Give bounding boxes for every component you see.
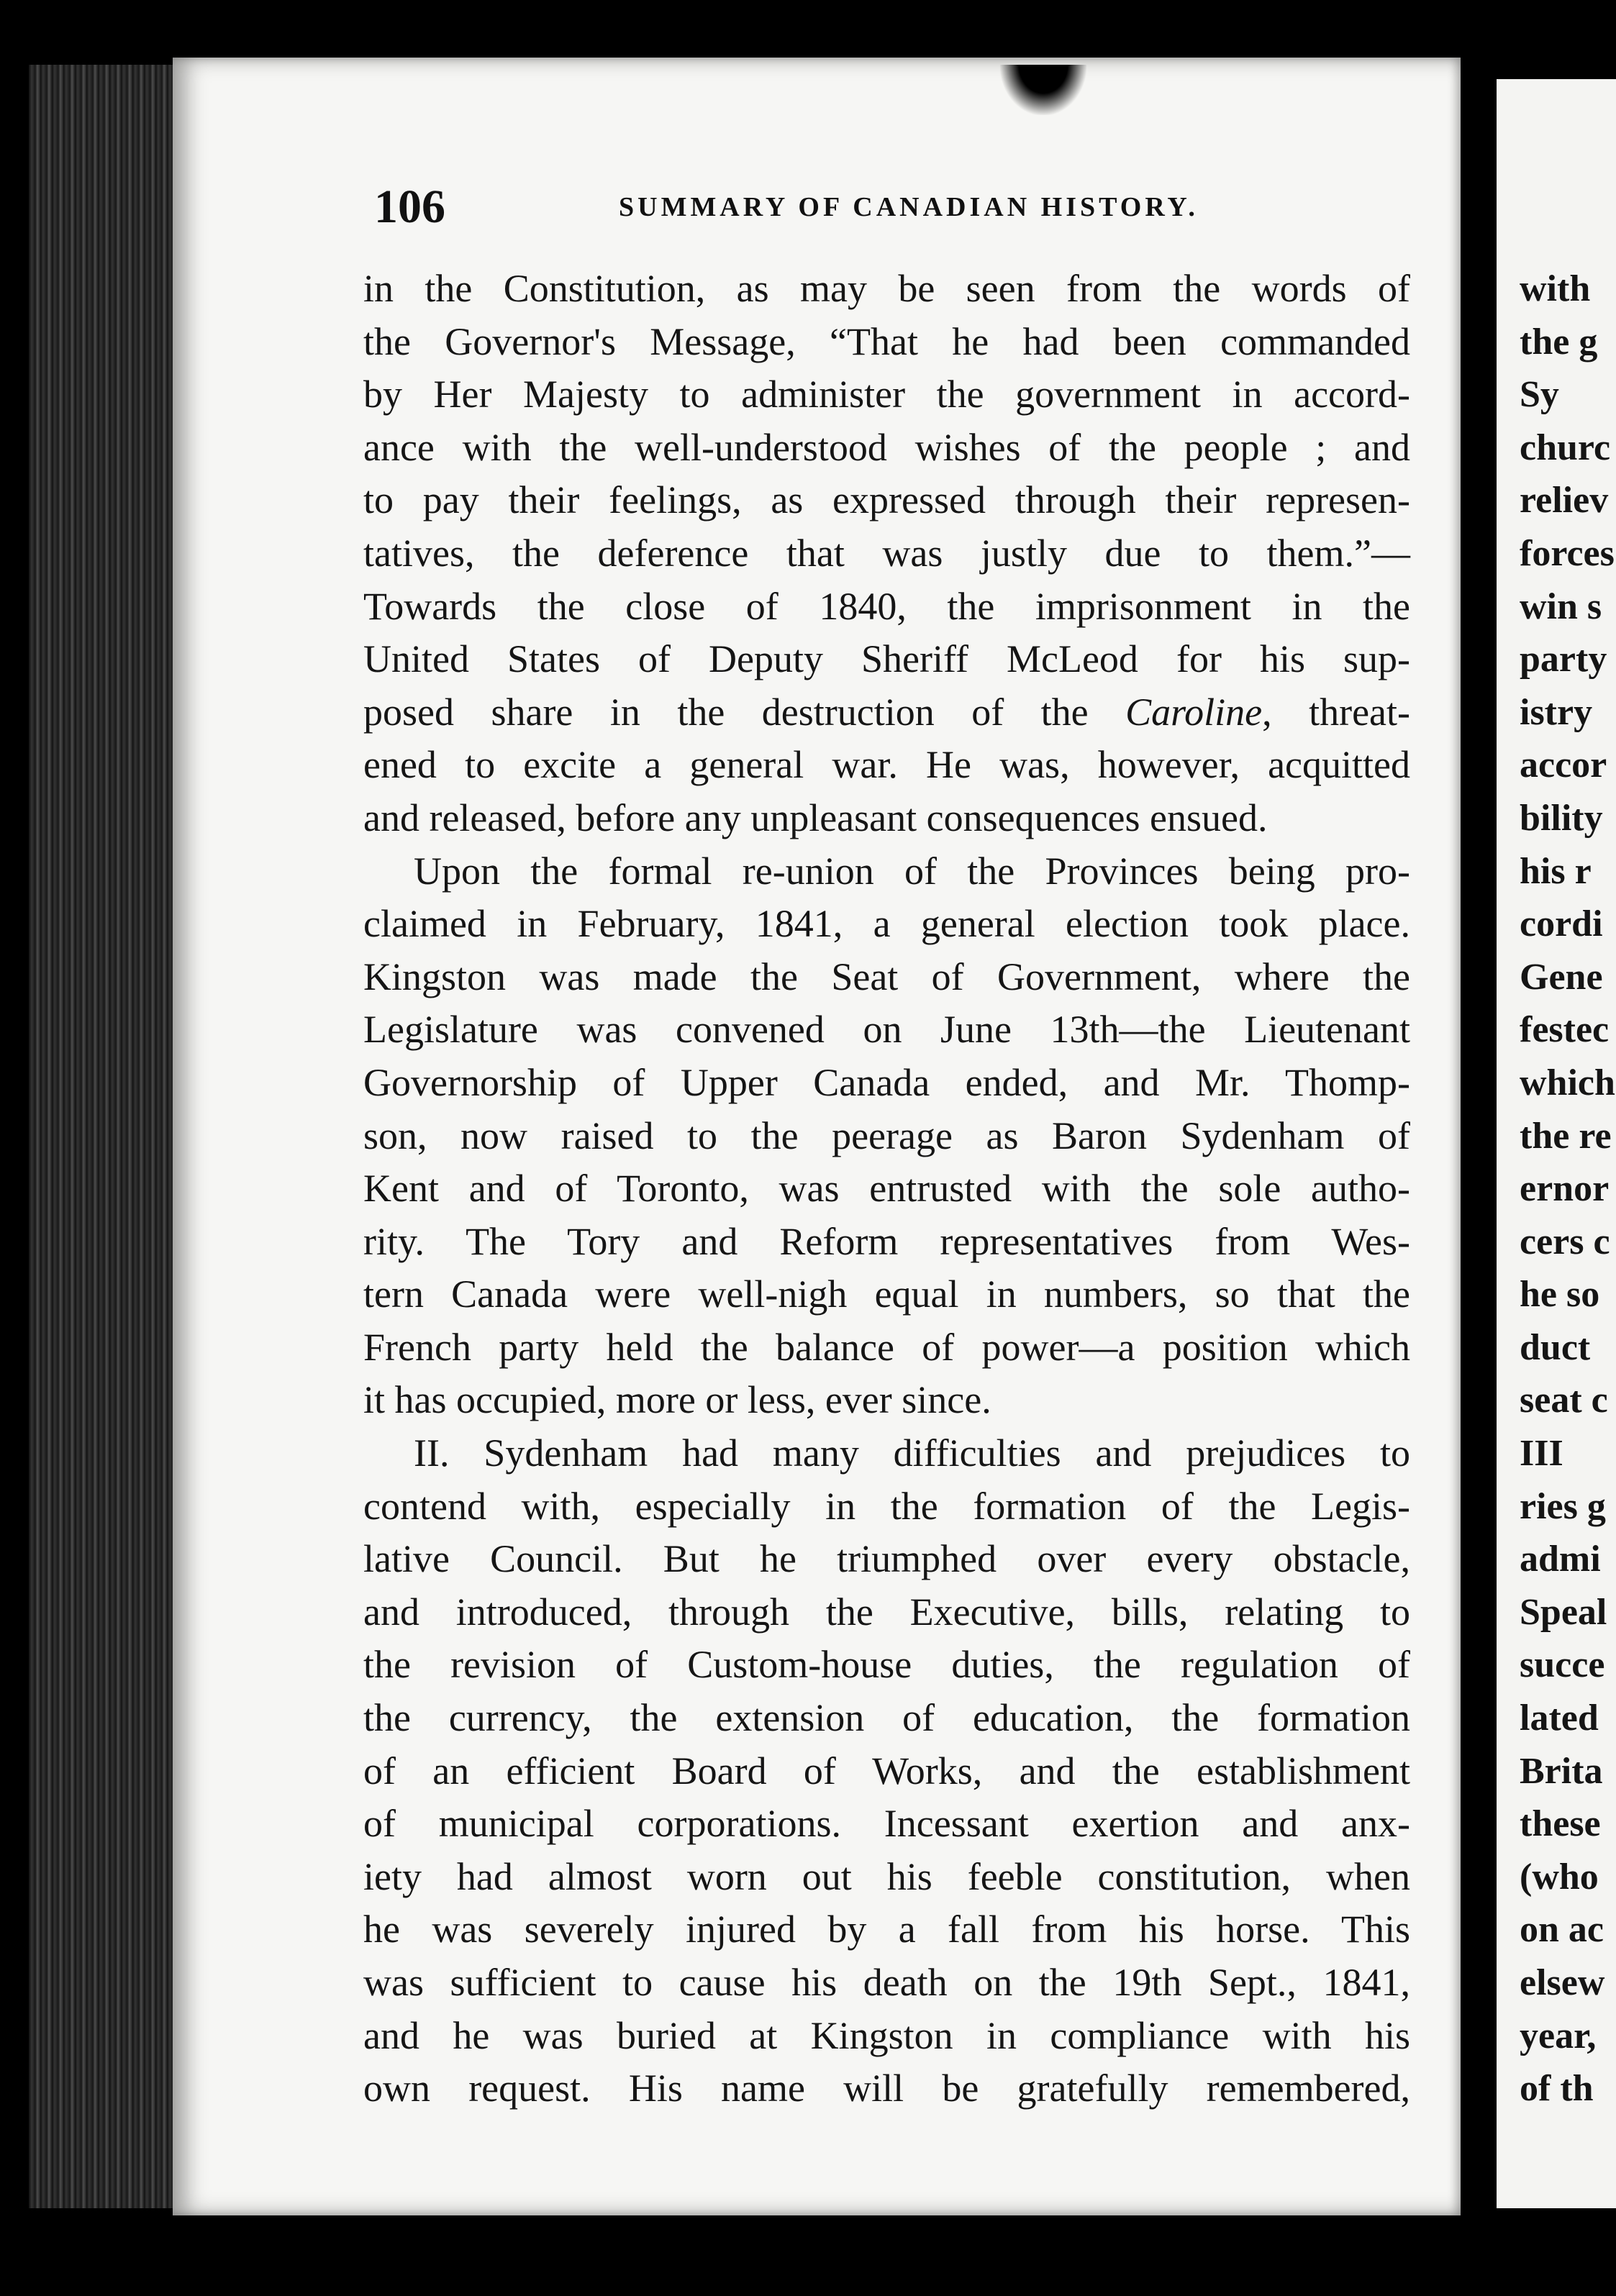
page-number: 106 bbox=[374, 181, 445, 233]
text-line: contend with, especially in the formation of the Legis- bbox=[363, 1484, 1410, 1528]
facing-line: (who bbox=[1520, 1856, 1599, 1898]
text-line: the currency, the extension of education, the formation bbox=[363, 1696, 1410, 1740]
facing-line: festec bbox=[1520, 1009, 1610, 1051]
text-line: United States of Deputy Sheriff McLeod for his sup- bbox=[363, 637, 1410, 681]
ship-name-italic: Caroline bbox=[1125, 690, 1263, 734]
facing-line: duct bbox=[1520, 1326, 1591, 1368]
facing-line: forces bbox=[1520, 532, 1615, 574]
facing-line: accor bbox=[1520, 744, 1607, 786]
text-line: tern Canada were well-nigh equal in numbers, so that the bbox=[363, 1272, 1410, 1316]
text-line: Legislature was convened on June 13th—the Lieutenant bbox=[363, 1008, 1410, 1052]
text-line: tatives, the deference that was justly due to them.”— bbox=[363, 531, 1410, 575]
text-line: and introduced, through the Executive, bills, relating to bbox=[363, 1590, 1410, 1634]
text-line: and he was buried at Kingston in compliance with his bbox=[363, 2013, 1410, 2057]
text-line: iety had almost worn out his feeble constitution, when bbox=[363, 1854, 1410, 1898]
text-line: rity. The Tory and Reform representatives from Wes- bbox=[363, 1219, 1410, 1263]
text-line: claimed in February, 1841, a general election took place. bbox=[363, 902, 1410, 946]
text-line: French party held the balance of power—a position which bbox=[363, 1325, 1410, 1369]
text-line: Kent and of Toronto, was entrusted with the sole autho- bbox=[363, 1167, 1410, 1211]
text-line: to pay their feelings, as expressed through their represen- bbox=[363, 478, 1410, 522]
text-line: son, now raised to the peerage as Baron Sydenham of bbox=[363, 1113, 1410, 1157]
text-line: by Her Majesty to administer the government in accord- bbox=[363, 373, 1410, 416]
book-page-edges bbox=[29, 65, 180, 2208]
facing-line: win s bbox=[1520, 586, 1602, 627]
facing-line: III bbox=[1520, 1433, 1563, 1475]
text-line: the Governor's Message, “That he had been commanded bbox=[363, 319, 1410, 363]
facing-line: lated bbox=[1520, 1698, 1599, 1739]
text-line: Upon the formal re-union of the Provinces being pro- bbox=[414, 849, 1410, 893]
facing-line: ernor bbox=[1520, 1168, 1610, 1210]
text-line: lative Council. But he triumphed over every obstacle, bbox=[363, 1537, 1410, 1581]
facing-line: Gene bbox=[1520, 956, 1603, 998]
facing-line: which bbox=[1520, 1062, 1615, 1103]
text-line: it has occupied, more or less, ever since. bbox=[363, 1378, 991, 1422]
page-header bbox=[374, 180, 1410, 237]
facing-line: seat c bbox=[1520, 1380, 1608, 1421]
facing-line: bility bbox=[1520, 797, 1603, 839]
facing-line: the g bbox=[1520, 321, 1598, 363]
facing-line: istry bbox=[1520, 691, 1593, 733]
text-line: in the Constitution, as may be seen from the words of bbox=[363, 267, 1410, 310]
facing-line: admi bbox=[1520, 1539, 1601, 1580]
facing-line: he so bbox=[1520, 1274, 1600, 1316]
text-line: II. Sydenham had many difficulties and prejudices to bbox=[414, 1431, 1410, 1475]
facing-line: party bbox=[1520, 639, 1607, 680]
facing-line: Sy bbox=[1520, 374, 1559, 416]
text-line: and released, before any unpleasant consequences ensued. bbox=[363, 796, 1268, 839]
facing-line: Speal bbox=[1520, 1591, 1607, 1633]
facing-line: with bbox=[1520, 268, 1591, 309]
facing-line: his r bbox=[1520, 850, 1592, 892]
facing-line: churc bbox=[1520, 427, 1611, 468]
facing-line: elsew bbox=[1520, 1962, 1605, 2003]
facing-line: of th bbox=[1520, 2068, 1594, 2110]
body-text bbox=[363, 263, 1410, 2115]
facing-line: ries g bbox=[1520, 1485, 1606, 1527]
text-line: the revision of Custom-house duties, the regulation of bbox=[363, 1643, 1410, 1687]
text-line: Governorship of Upper Canada ended, and Mr. Thomp- bbox=[363, 1060, 1410, 1104]
facing-line: cers c bbox=[1520, 1221, 1610, 1262]
facing-line: these bbox=[1520, 1803, 1601, 1845]
text-line: posed share in the destruction of the Caroline, threat- bbox=[363, 690, 1410, 734]
facing-line: Brita bbox=[1520, 1750, 1603, 1792]
text-line: own request. His name will be gratefully remembered, bbox=[363, 2067, 1410, 2110]
text-line: he was severely injured by a fall from his horse. This bbox=[363, 1908, 1410, 1951]
text-line: Towards the close of 1840, the imprisonment in the bbox=[363, 584, 1410, 628]
facing-line: on ac bbox=[1520, 1909, 1604, 1951]
text-line: of municipal corporations. Incessant exertion and anx- bbox=[363, 1802, 1410, 1846]
facing-page-text bbox=[1520, 263, 1616, 2115]
facing-line: cordi bbox=[1520, 903, 1603, 945]
facing-line: the re bbox=[1520, 1115, 1612, 1157]
text-line: was sufficient to cause his death on the 19th Sept., 1841, bbox=[363, 1961, 1410, 2004]
text-line: ance with the well-understood wishes of the people ; and bbox=[363, 425, 1410, 469]
text-line: ened to excite a general war. He was, however, acquitted bbox=[363, 743, 1410, 787]
running-title: SUMMARY OF CANADIAN HISTORY. bbox=[619, 192, 1199, 222]
facing-line: succe bbox=[1520, 1644, 1605, 1686]
text-line: Kingston was made the Seat of Government, where the bbox=[363, 955, 1410, 998]
facing-line: year, bbox=[1520, 2015, 1597, 2056]
facing-line: reliev bbox=[1520, 480, 1609, 521]
book-gutter bbox=[1461, 43, 1497, 2244]
ink-blot bbox=[1000, 65, 1086, 115]
text-line: of an efficient Board of Works, and the establishment bbox=[363, 1749, 1410, 1792]
